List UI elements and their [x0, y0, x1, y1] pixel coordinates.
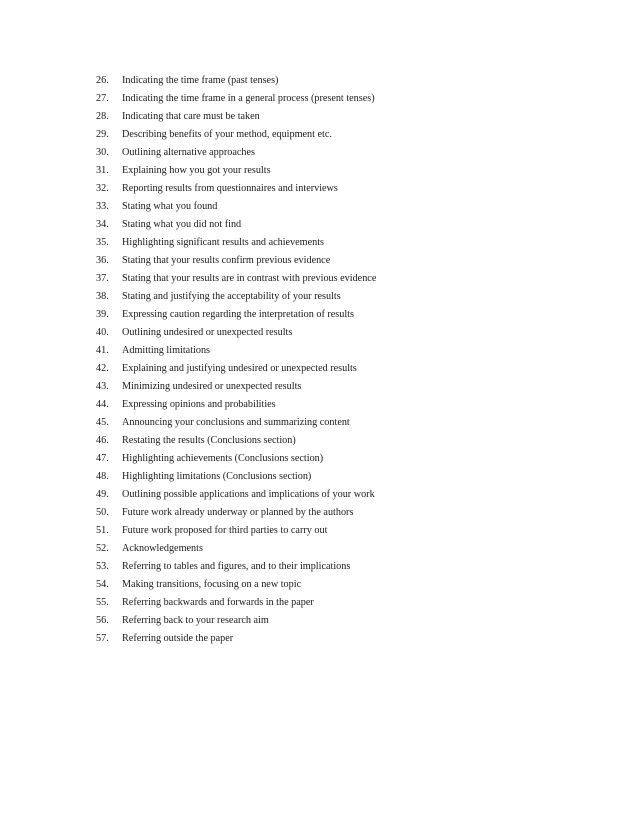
item-number: 27.: [96, 93, 109, 104]
item-number: 34.: [96, 219, 109, 230]
list-item: [96, 342, 376, 360]
item-number: 33.: [96, 201, 109, 212]
item-number: 47.: [96, 453, 109, 464]
item-text: Highlighting significant results and achievements: [122, 237, 325, 248]
item-text: Describing benefits of your method, equipment etc.: [122, 129, 332, 140]
item-number: 54.: [96, 579, 109, 590]
item-text: Outlining alternative approaches: [122, 147, 255, 158]
item-number: 37.: [96, 273, 109, 284]
item-text: Explaining and justifying undesired or unexpected results: [122, 363, 357, 374]
list-item: [96, 558, 376, 576]
item-text: Acknowledgements: [122, 543, 203, 554]
list-item: [96, 288, 376, 306]
item-number: 32.: [96, 183, 109, 194]
item-number: 40.: [96, 327, 109, 338]
item-text: Explaining how you got your results: [122, 165, 271, 176]
list-item: [96, 504, 376, 522]
item-number: 30.: [96, 147, 109, 158]
item-number: 42.: [96, 363, 109, 374]
list-item: [96, 90, 376, 108]
list-item: [96, 486, 376, 504]
item-text: Highlighting achievements (Conclusions section): [122, 453, 324, 464]
item-text: Referring to tables and figures, and to their implications: [122, 561, 351, 572]
item-text: Minimizing undesired or unexpected results: [122, 381, 302, 392]
item-number: 51.: [96, 525, 109, 536]
list-item: [96, 108, 376, 126]
list-item: [96, 594, 376, 612]
item-number: 53.: [96, 561, 109, 572]
list-item: [96, 198, 376, 216]
list-item: [96, 216, 376, 234]
list-item: [96, 126, 376, 144]
item-text: Referring outside the paper: [122, 633, 234, 644]
list-item: [96, 72, 376, 90]
item-number: 55.: [96, 597, 109, 608]
item-text: Reporting results from questionnaires and interviews: [122, 183, 338, 194]
list-item: [96, 360, 376, 378]
item-text: Making transitions, focusing on a new topic: [122, 579, 302, 590]
item-text: Stating what you found: [122, 201, 218, 212]
item-text: Indicating the time frame in a general process (present tenses): [122, 93, 375, 104]
item-number: 41.: [96, 345, 109, 356]
list-item: [96, 270, 376, 288]
list-item: [96, 180, 376, 198]
item-number: 36.: [96, 255, 109, 266]
list-item: [96, 414, 376, 432]
item-number: 38.: [96, 291, 109, 302]
item-text: Indicating that care must be taken: [122, 111, 260, 122]
item-text: Referring back to your research aim: [122, 615, 269, 626]
item-text: Referring backwards and forwards in the paper: [122, 597, 314, 608]
item-text: Restating the results (Conclusions section): [122, 435, 296, 446]
list-item: [96, 396, 376, 414]
item-number: 29.: [96, 129, 109, 140]
list-item: [96, 468, 376, 486]
item-text: Expressing caution regarding the interpretation of results: [122, 309, 354, 320]
list-item: [96, 324, 376, 342]
list-item: [96, 162, 376, 180]
item-text: Admitting limitations: [122, 345, 211, 356]
item-number: 28.: [96, 111, 109, 122]
item-number: 35.: [96, 237, 109, 248]
item-text: Future work proposed for third parties to carry out: [122, 525, 328, 536]
contents-list: [96, 72, 376, 648]
item-number: 57.: [96, 633, 109, 644]
item-text: Future work already underway or planned by the authors: [122, 507, 354, 518]
item-text: Outlining possible applications and implications of your work: [122, 489, 375, 500]
item-number: 50.: [96, 507, 109, 518]
list-item: [96, 252, 376, 270]
item-number: 26.: [96, 75, 109, 86]
list-item: [96, 630, 376, 648]
item-number: 39.: [96, 309, 109, 320]
item-text: Stating that your results are in contrast with previous evidence: [122, 273, 377, 284]
item-number: 49.: [96, 489, 109, 500]
list-item: [96, 540, 376, 558]
item-number: 43.: [96, 381, 109, 392]
list-item: [96, 432, 376, 450]
item-text: Expressing opinions and probabilities: [122, 399, 276, 410]
list-item: [96, 306, 376, 324]
list-item: [96, 378, 376, 396]
list-item: [96, 234, 376, 252]
item-text: Stating and justifying the acceptability of your results: [122, 291, 341, 302]
list-item: [96, 576, 376, 594]
item-number: 46.: [96, 435, 109, 446]
item-text: Indicating the time frame (past tenses): [122, 75, 279, 86]
item-number: 52.: [96, 543, 109, 554]
item-text: Highlighting limitations (Conclusions section): [122, 471, 312, 482]
item-number: 31.: [96, 165, 109, 176]
list-item: [96, 450, 376, 468]
list-item: [96, 522, 376, 540]
item-text: Outlining undesired or unexpected results: [122, 327, 293, 338]
item-text: Stating that your results confirm previous evidence: [122, 255, 331, 266]
item-number: 44.: [96, 399, 109, 410]
list-item: [96, 612, 376, 630]
item-number: 48.: [96, 471, 109, 482]
item-text: Announcing your conclusions and summarizing content: [122, 417, 350, 428]
item-number: 45.: [96, 417, 109, 428]
list-item: [96, 144, 376, 162]
item-number: 56.: [96, 615, 109, 626]
item-text: Stating what you did not find: [122, 219, 242, 230]
